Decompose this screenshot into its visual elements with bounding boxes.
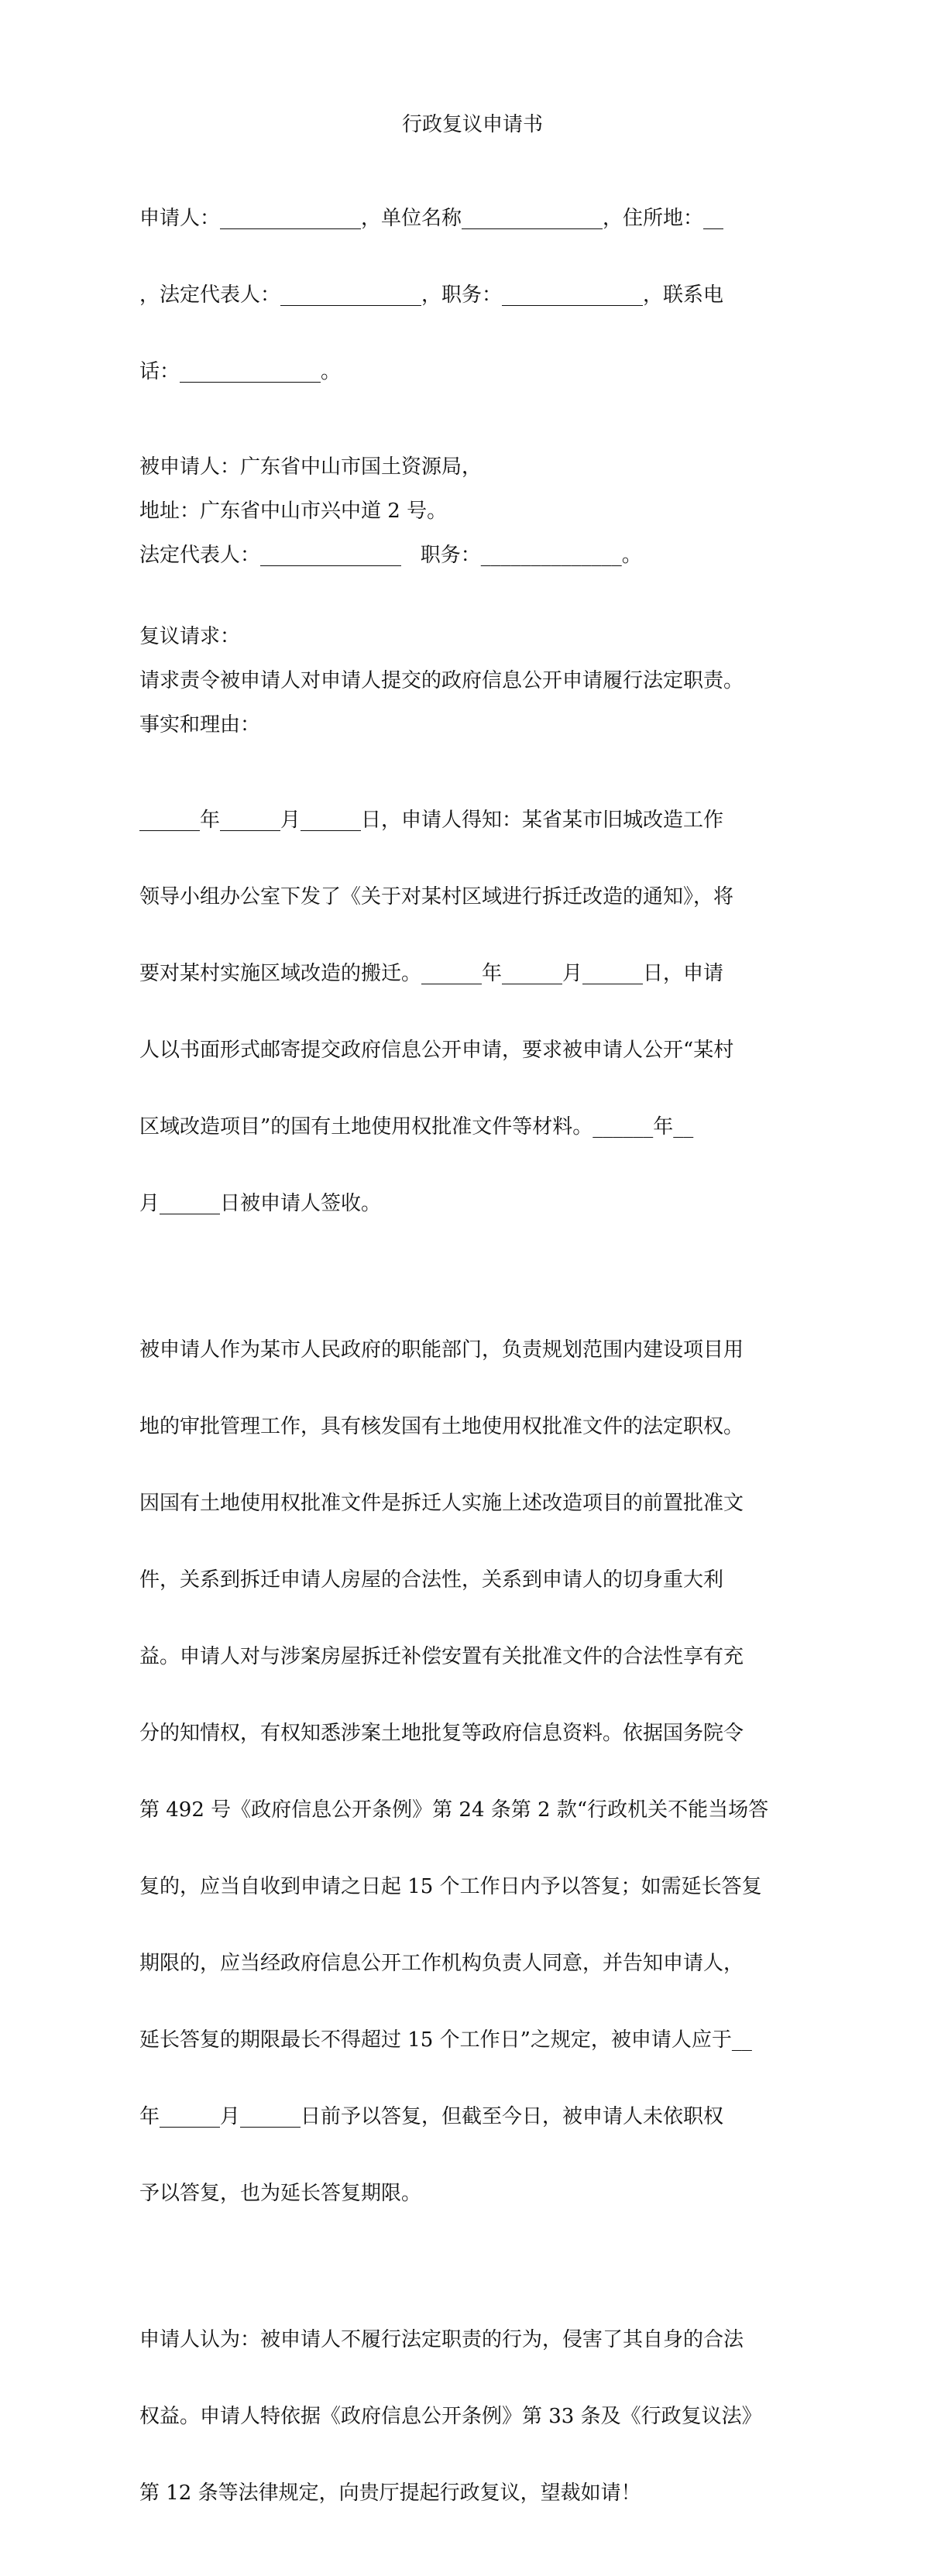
applicant-line-3: 话：______________。 bbox=[139, 360, 342, 383]
facts-p1-line: 人以书面形式邮寄提交政府信息公开申请，要求被申请人公开“某村 bbox=[139, 1039, 734, 1062]
applicant-line-2: ，法定代表人：______________，职务：______________，联系电 bbox=[139, 283, 724, 307]
conclusion-line: 第 12 条等法律规定，向贵厅提起行政复议，望裁如请！ bbox=[139, 2482, 641, 2505]
respondent-name: 被申请人：广东省中山市国土资源局， bbox=[139, 455, 483, 479]
request-heading: 复议请求： bbox=[139, 625, 241, 648]
facts-p2-line: 期限的，应当经政府信息公开工作机构负责人同意，并告知申请人， bbox=[139, 1952, 744, 1975]
respondent-representative: 法定代表人：______________ 职务：______________。 bbox=[139, 544, 642, 567]
facts-p2-line: 益。申请人对与涉案房屋拆迁补偿安置有关批准文件的合法性享有充 bbox=[139, 1645, 744, 1668]
facts-p1-line: 月______日被申请人签收。 bbox=[139, 1192, 382, 1215]
facts-p2-line: 延长答复的期限最长不得超过 15 个工作日”之规定，被申请人应于__ bbox=[139, 2028, 752, 2052]
facts-p2-line: 予以答复，也为延长答复期限。 bbox=[139, 2182, 422, 2205]
facts-p2-line: 地的审批管理工作，具有核发国有土地使用权批准文件的法定职权。 bbox=[139, 1415, 744, 1438]
document-title: 行政复议申请书 bbox=[401, 113, 543, 136]
respondent-address: 地址：广东省中山市兴中道 2 号。 bbox=[139, 500, 448, 523]
facts-paragraph-2 bbox=[139, 1286, 798, 2258]
facts-p2-line: 复的，应当自收到申请之日起 15 个工作日内予以答复；如需延长答复 bbox=[139, 1875, 762, 1898]
conclusion-line: 权益。申请人特依据《政府信息公开条例》第 33 条及《行政复议法》 bbox=[139, 2405, 762, 2428]
facts-p2-line: 因国有土地使用权批准文件是拆迁人实施上述改造项目的前置批准文 bbox=[139, 1492, 744, 1515]
facts-p1-line: 要对某村实施区域改造的搬迁。______年______月______日，申请 bbox=[139, 962, 724, 985]
facts-p2-line: 第 492 号《政府信息公开条例》第 24 条第 2 款“行政机关不能当场答 bbox=[139, 1798, 769, 1822]
conclusion-paragraph bbox=[139, 2276, 798, 2557]
facts-p1-line: ______年______月______日，申请人得知：某省某市旧城改造工作 bbox=[139, 809, 724, 832]
conclusion-line: 申请人认为：被申请人不履行法定职责的行为，侵害了其自身的合法 bbox=[139, 2328, 744, 2351]
applicant-info bbox=[139, 155, 798, 436]
applicant-line-1: 申请人：______________，单位名称______________，住所地：__ bbox=[139, 207, 724, 230]
facts-p2-line: 年______月______日前予以答复，但截至今日，被申请人未依职权 bbox=[139, 2105, 724, 2128]
facts-p2-line: 件，关系到拆迁申请人房屋的合法性，关系到申请人的切身重大利 bbox=[139, 1568, 724, 1592]
facts-p1-line: 区域改造项目”的国有土地使用权批准文件等材料。______年__ bbox=[139, 1115, 694, 1139]
request-body: 请求责令被申请人对申请人提交的政府信息公开申请履行法定职责。 bbox=[139, 669, 744, 692]
facts-p2-line: 被申请人作为某市人民政府的职能部门，负责规划范围内建设项目用 bbox=[139, 1338, 744, 1362]
document-page bbox=[139, 110, 798, 2576]
facts-paragraph-1 bbox=[139, 757, 798, 1268]
facts-p1-line: 领导小组办公室下发了《关于对某村区域进行拆迁改造的通知》，将 bbox=[139, 885, 734, 908]
section-spacer bbox=[139, 587, 798, 624]
facts-p2-line: 分的知情权，有权知悉涉案土地批复等政府信息资料。依据国务院令 bbox=[139, 1722, 744, 1745]
facts-heading: 事实和理由： bbox=[139, 713, 261, 737]
